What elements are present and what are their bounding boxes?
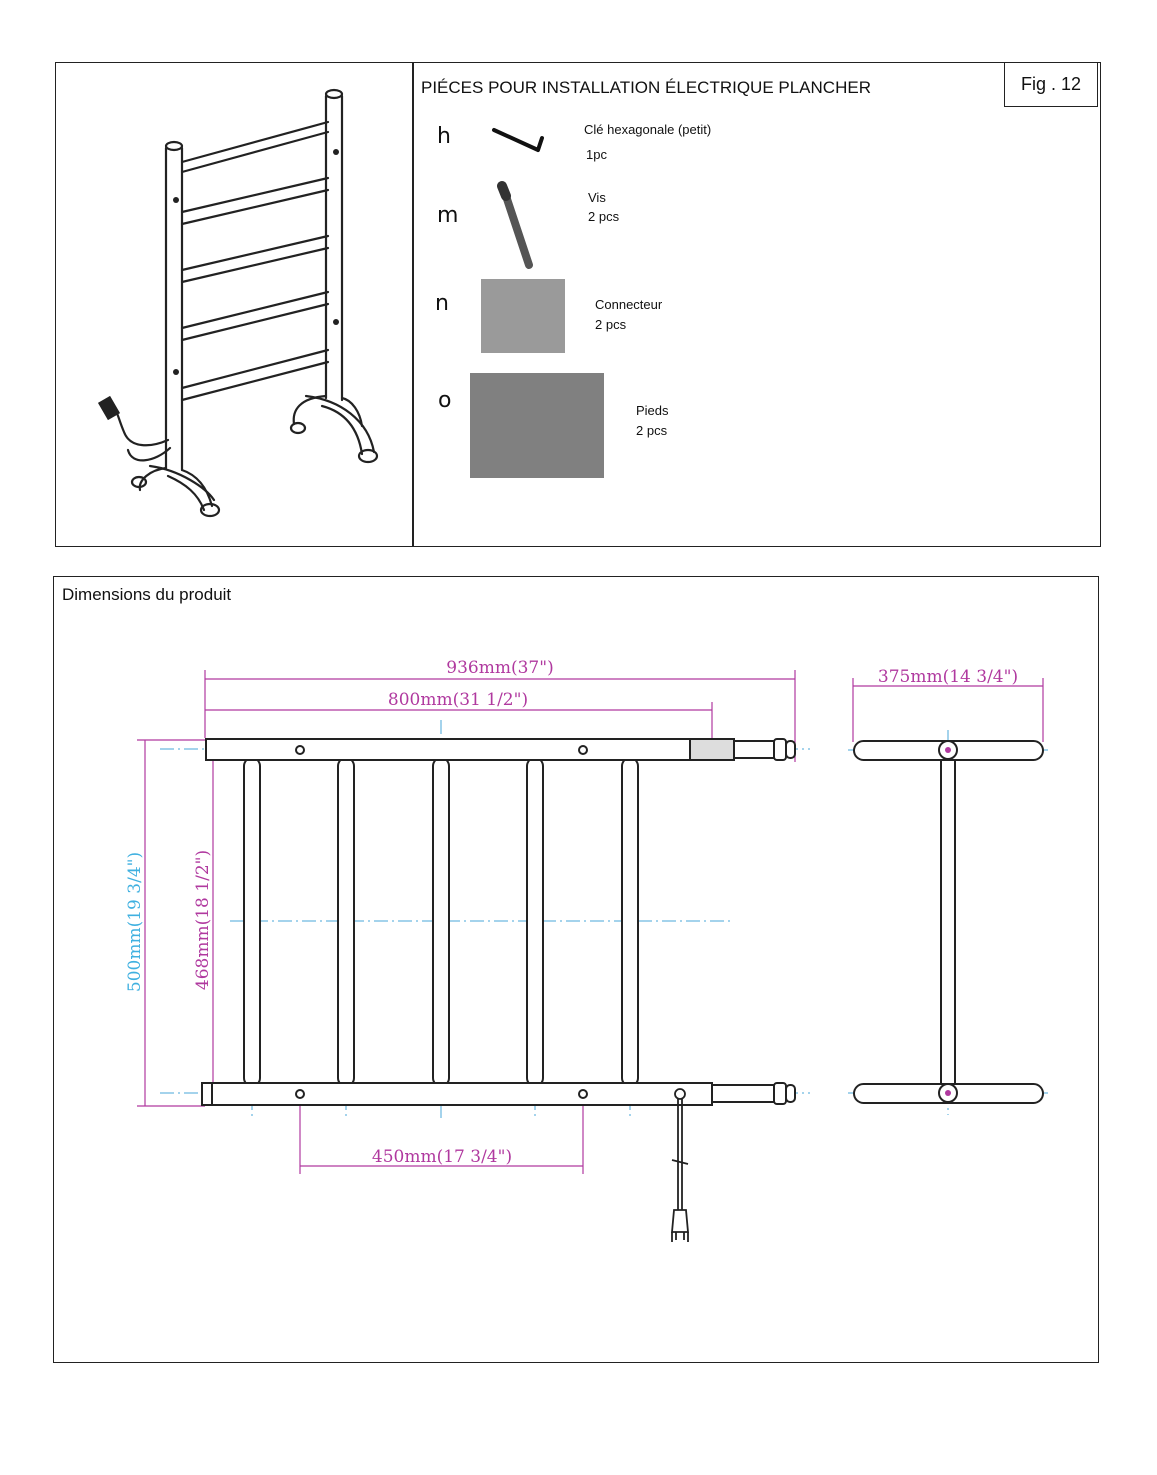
part-h-letter: h [437, 124, 451, 149]
parts-title: PIÉCES POUR INSTALLATION ÉLECTRIQUE PLANCHER [421, 78, 871, 97]
part-m-letter: m [437, 203, 459, 228]
feet-image [470, 373, 604, 478]
dimensions-title: Dimensions du produit [62, 585, 232, 604]
rail-width-label: 800mm(31 1/2") [387, 690, 529, 710]
part-n-letter: n [435, 291, 449, 316]
part-m-name: Vis [588, 190, 606, 205]
dimensions-panel [53, 576, 1099, 1363]
overall-width-label: 936mm(37") [446, 658, 554, 678]
part-m-qty: 2 pcs [588, 209, 620, 224]
overall-height-label: 500mm(19 3/4") [125, 851, 145, 993]
part-o-name: Pieds [636, 403, 669, 418]
part-o-qty: 2 pcs [636, 423, 668, 438]
part-n-name: Connecteur [595, 297, 663, 312]
part-n-qty: 2 pcs [595, 317, 627, 332]
figure-label: Fig . 12 [1004, 62, 1098, 107]
rail-height-label: 468mm(18 1/2") [193, 849, 213, 991]
mount-spacing-label: 450mm(17 3/4") [371, 1147, 513, 1167]
connector-image [481, 279, 565, 353]
part-h-name: Clé hexagonale (petit) [584, 122, 712, 137]
part-o-letter: o [438, 388, 452, 413]
panel-divider [412, 62, 414, 547]
depth-label: 375mm(14 3/4") [877, 667, 1019, 687]
part-h-qty: 1pc [586, 147, 607, 162]
